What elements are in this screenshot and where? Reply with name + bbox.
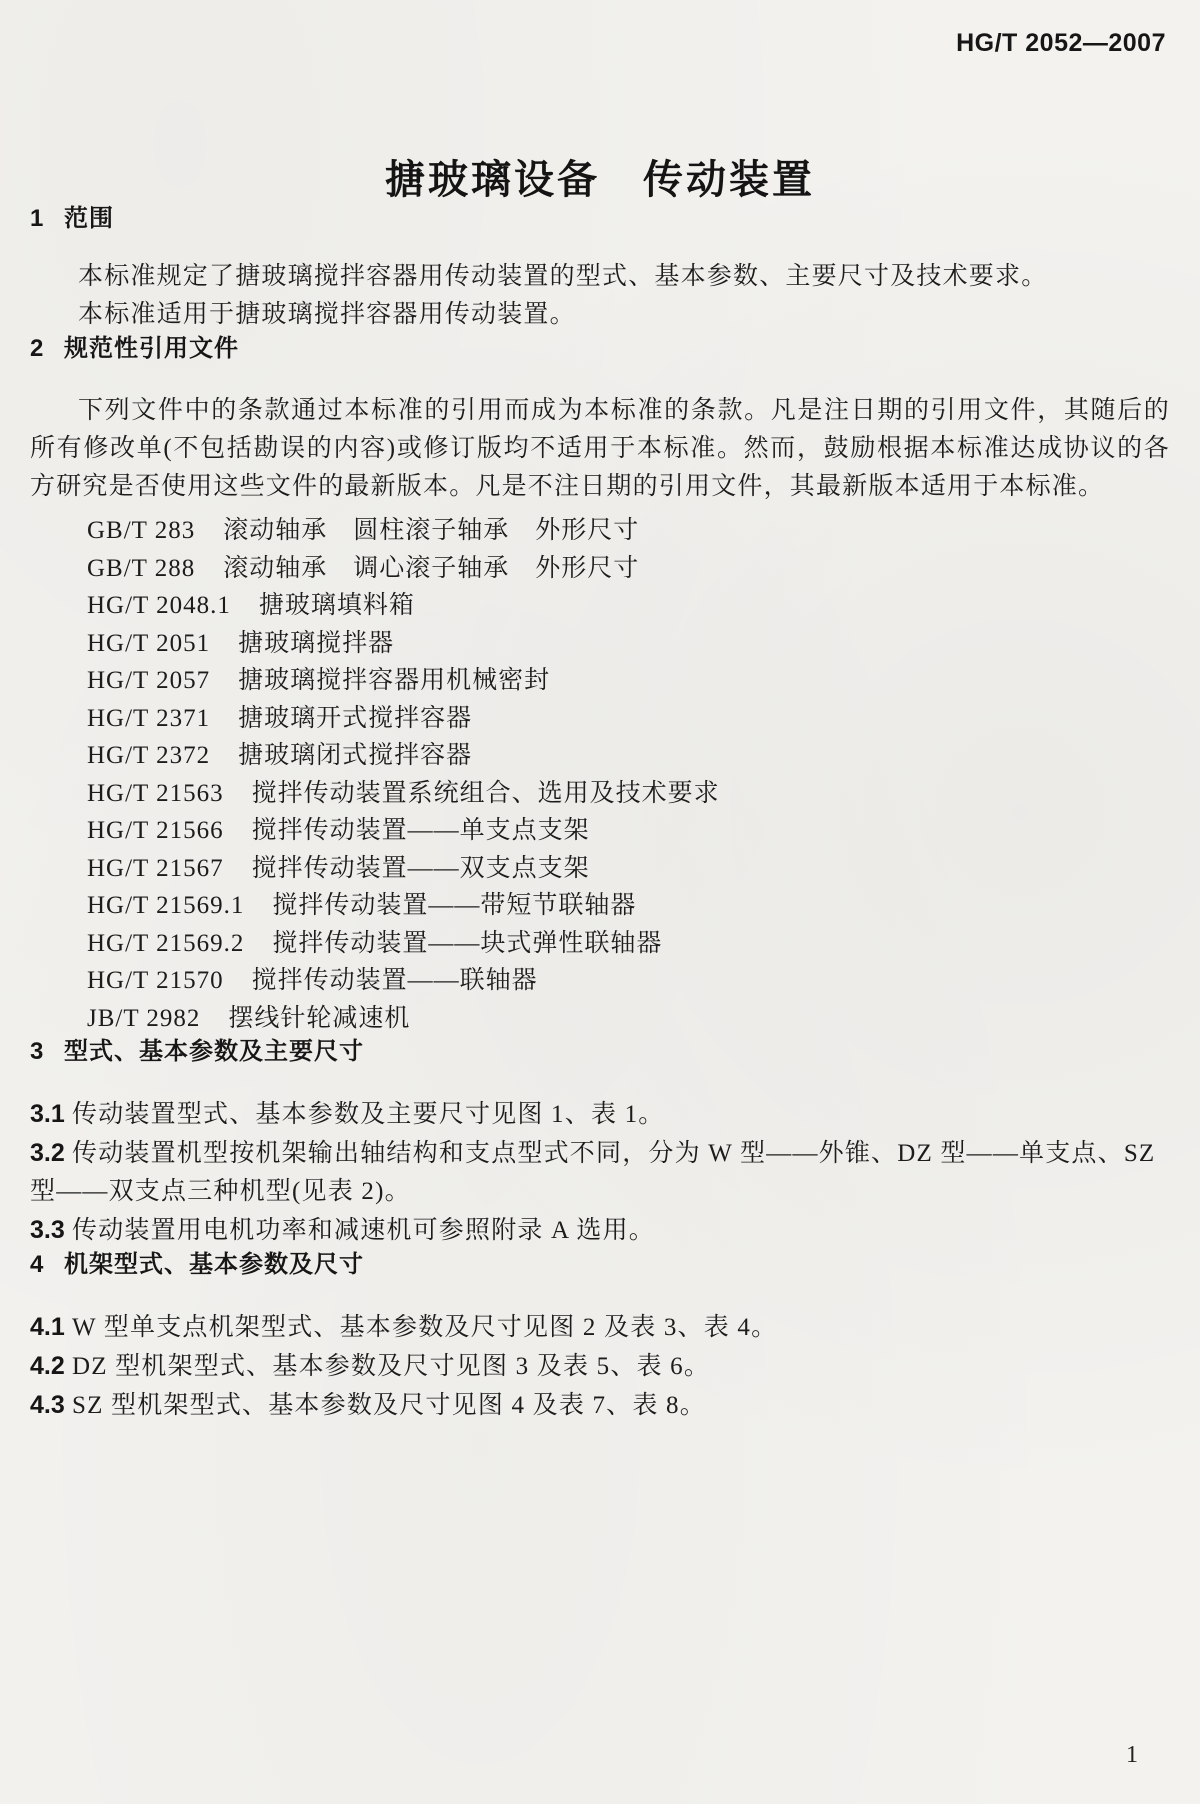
clause-number: 4.1	[30, 1313, 65, 1341]
paragraph: 本标准规定了搪玻璃搅拌容器用传动装置的型式、基本参数、主要尺寸及技术要求。	[78, 263, 1048, 290]
standard-code: HG/T 2052—2007	[956, 29, 1166, 57]
reference-code: HG/T 21563	[87, 779, 224, 807]
reference-item	[87, 512, 1170, 550]
reference-item	[87, 1000, 1170, 1038]
reference-title: 搪玻璃闭式搅拌容器	[238, 742, 473, 769]
clause	[30, 1134, 1170, 1211]
section-3-number: 3	[30, 1038, 45, 1065]
reference-code: GB/T 283	[87, 517, 196, 544]
clause-number: 3.2	[30, 1139, 65, 1167]
reference-code: HG/T 21569.1	[87, 892, 245, 919]
section-1-heading	[30, 204, 1170, 234]
section-1-number: 1	[30, 205, 45, 232]
section-2-number: 2	[30, 335, 45, 362]
reference-title: 搪玻璃填料箱	[258, 592, 415, 619]
reference-list	[30, 512, 1170, 1037]
section-3-heading-text: 型式、基本参数及主要尺寸	[64, 1038, 364, 1065]
section-2-intro-paragraph: 下列文件中的条款通过本标准的引用而成为本标准的条款。凡是注日期的引用文件，其随后的所有修改单(不包括勘误的内容)或修订版均不适用于本标准。然而，鼓励根据本标准达成协议的各方研究是否使用这些文件的最新版本。凡是不注日期的引用文件，其最新版本适用于本标准。	[30, 397, 1170, 500]
reference-item	[87, 625, 1170, 663]
section-4-heading	[30, 1250, 1170, 1280]
reference-title: 搪玻璃开式搅拌容器	[238, 704, 473, 732]
document-title: 搪玻璃设备 传动装置	[385, 158, 815, 202]
clause-text: 传动装置机型按机架输出轴结构和支点型式不同，分为 W 型——外锥、DZ 型——单支点、SZ 型——双支点三种机型(见表 2)。	[30, 1140, 1156, 1205]
reference-item	[87, 550, 1170, 588]
reference-code: HG/T 2057	[87, 667, 211, 694]
reference-item	[87, 812, 1170, 850]
page-number: 1	[1126, 1742, 1138, 1768]
reference-item	[87, 700, 1170, 738]
section-1-heading-text: 范围	[64, 205, 114, 232]
reference-title: 搅拌传动装置——联轴器	[251, 967, 538, 994]
reference-title: 搪玻璃搅拌容器用机械密封	[238, 667, 551, 694]
paragraph: 本标准适用于搪玻璃搅拌容器用传动装置。	[78, 301, 576, 328]
clause-text: W 型单支点机架型式、基本参数及尺寸见图 2 及表 3、表 4。	[72, 1314, 778, 1341]
clause-text: DZ 型机架型式、基本参数及尺寸见图 3 及表 5、表 6。	[72, 1353, 711, 1380]
clause	[30, 1308, 1170, 1347]
section-4-body	[30, 1308, 1170, 1425]
reference-title: 搪玻璃搅拌器	[238, 629, 395, 657]
reference-item	[87, 850, 1170, 888]
reference-title: 摆线针轮减速机	[228, 1004, 411, 1032]
clause-number: 4.3	[30, 1391, 65, 1419]
reference-title: 搅拌传动装置——块式弹性联轴器	[272, 929, 663, 957]
reference-title: 搅拌传动装置——单支点支架	[251, 817, 590, 844]
reference-item	[87, 737, 1170, 775]
section-2-heading-text: 规范性引用文件	[64, 335, 239, 362]
clause	[30, 1095, 1170, 1134]
reference-item	[87, 775, 1170, 813]
reference-title: 搅拌传动装置系统组合、选用及技术要求	[251, 779, 720, 807]
clause	[30, 1347, 1170, 1386]
clause-number: 3.3	[30, 1216, 65, 1244]
clause-text: SZ 型机架型式、基本参数及尺寸见图 4 及表 7、表 8。	[72, 1392, 706, 1419]
section-3-body	[30, 1095, 1170, 1250]
clause-text: 传动装置型式、基本参数及主要尺寸见图 1、表 1。	[72, 1101, 665, 1128]
reference-item	[87, 662, 1170, 700]
reference-item	[87, 925, 1170, 963]
reference-code: HG/T 21567	[87, 854, 224, 882]
reference-code: HG/T 2372	[87, 742, 211, 769]
reference-code: HG/T 2048.1	[87, 592, 231, 619]
reference-title: 滚动轴承 调心滚子轴承 外形尺寸	[223, 554, 640, 582]
section-4-heading-text: 机架型式、基本参数及尺寸	[64, 1251, 364, 1278]
section-3-heading	[30, 1037, 1170, 1067]
section-4-number: 4	[30, 1251, 45, 1278]
reference-code: HG/T 21570	[87, 967, 224, 994]
reference-code: HG/T 2051	[87, 629, 211, 657]
reference-code: HG/T 21566	[87, 817, 224, 844]
reference-title: 搅拌传动装置——带短节联轴器	[272, 892, 637, 919]
reference-code: HG/T 21569.2	[87, 929, 245, 957]
clause-number: 3.1	[30, 1100, 65, 1128]
reference-item	[87, 887, 1170, 925]
reference-code: GB/T 288	[87, 554, 196, 582]
section-1-body	[30, 258, 1170, 334]
clause	[30, 1211, 1170, 1250]
reference-code: HG/T 2371	[87, 704, 211, 732]
reference-item	[87, 962, 1170, 1000]
clause-number: 4.2	[30, 1352, 65, 1380]
section-2-heading	[30, 334, 1170, 364]
reference-title: 滚动轴承 圆柱滚子轴承 外形尺寸	[223, 517, 640, 544]
reference-code: JB/T 2982	[87, 1004, 201, 1032]
reference-title: 搅拌传动装置——双支点支架	[251, 854, 590, 882]
clause	[30, 1386, 1170, 1425]
clause-text: 传动装置用电机功率和减速机可参照附录 A 选用。	[72, 1217, 655, 1244]
reference-item	[87, 587, 1170, 625]
